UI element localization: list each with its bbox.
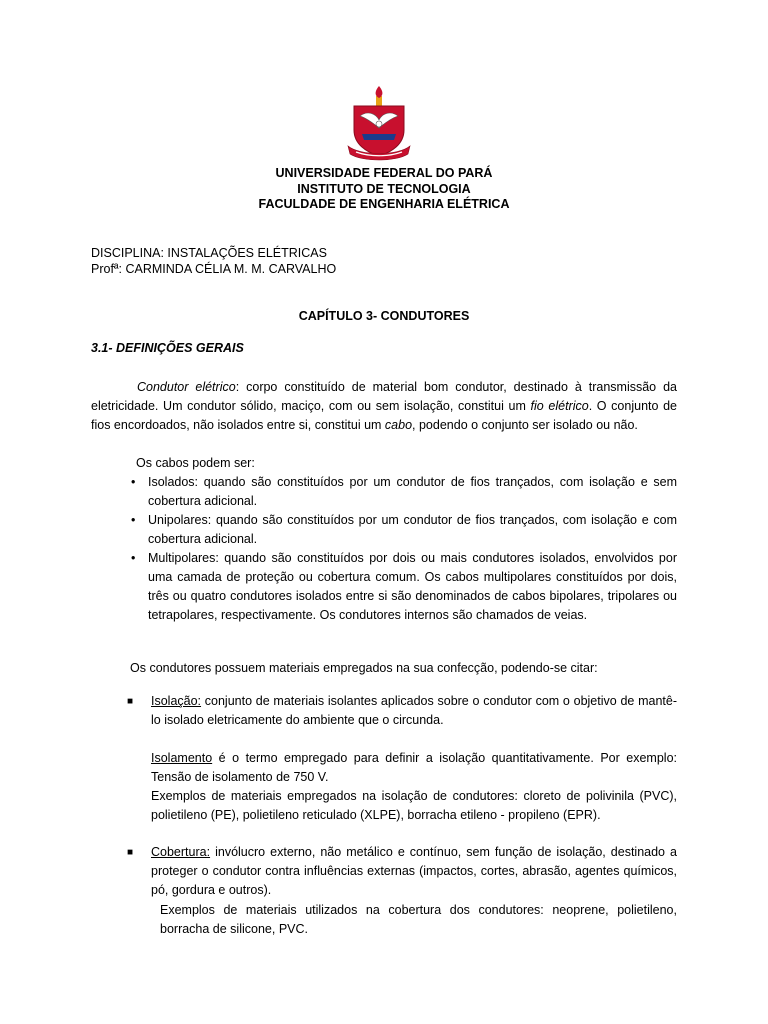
intro-term-2: fio elétrico [530,399,589,413]
intro-paragraph [91,378,677,435]
square-bullet-icon: ■ [127,847,134,858]
section-title: 3.1- DEFINIÇÕES GERAIS [91,341,244,355]
course-info [91,245,336,277]
bullet-icon: • [131,551,136,565]
cobertura-text: invólucro externo, não metálico e contínuo, sem função de isolação, destinado a proteger o condutor contra influências externas (impactos, cortes, abrasão, agentes químicos, pó, gordura e outros). [151,845,677,897]
university-name: UNIVERSIDADE FEDERAL DO PARÁ [275,166,493,180]
list-item: • Unipolares: quando são constituídos por um condutor de fios trançados, com isolação e com cobertura adicional. [131,513,677,546]
institute-name: INSTITUTO DE TECNOLOGIA [297,181,471,196]
intro-text-1: : corpo constituído de material bom condutor, destinado à transmissão da eletricidade. Um condutor sólido, maciço, com ou sem isolação, constitui um [91,380,677,413]
intro-term: Condutor elétrico [137,380,236,394]
list-item: • Isolados: quando são constituídos por um condutor de fios trançados, com isolação e sem cobertura adicional. [131,475,677,508]
isolamento-term: Isolamento [151,751,213,765]
cobertura-item [91,843,677,900]
materials-intro: Os condutores possuem materiais empregados na sua confecção, podendo-se citar: [130,661,598,675]
isolacao-term: Isolação: [151,694,202,708]
bullet-icon: • [131,475,136,489]
ufpa-logo [346,86,412,166]
cable-types-list [91,473,677,625]
shield-band [362,134,396,140]
isolacao-item [91,692,677,730]
cables-intro: Os cabos podem ser: [136,456,255,470]
isolacao-examples: Exemplos de materiais empregados na isolação de condutores: cloreto de polivinila (PVC), polietileno (PE), polietileno reticulado (XLPE), borracha etileno - propileno (EPR). [151,789,677,822]
square-bullet-icon: ■ [127,696,134,707]
chapter-title: CAPÍTULO 3- CONDUTORES [298,309,470,323]
bullet-icon: • [131,513,136,527]
intro-term-3: cabo [384,418,413,432]
intro-text-2: . O conjunto de fios encordoados, não isolados entre si, constitui um [91,399,677,432]
discipline-line: DISCIPLINA: INSTALAÇÕES ELÉTRICAS [91,246,327,260]
list-item: • Multipolares: quando são constituídos por dois ou mais condutores isolados, envolvidos por uma camada de proteção ou cobertura comum. Os cabos multipolares constituídos por dois, três ou quatro condutores isolados entre si são denominados de cabos bipolares, tripolares ou tetrapolares, respectivamente. Os condutores internos são chamados de veias. [131,551,677,622]
eagle-head [376,121,382,127]
institution-header [0,166,768,213]
intro-text-3: , podendo o conjunto ser isolado ou não. [412,418,638,432]
cobertura-term: Cobertura: [151,845,211,859]
faculty-name: FACULDADE DE ENGENHARIA ELÉTRICA [258,197,510,211]
isolacao-text: conjunto de materiais isolantes aplicados sobre o condutor com o objetivo de mantê-lo isolado eletricamente do ambiente que o circunda. [151,694,677,727]
isolamento-block [151,749,677,825]
professor-line: Profª: CARMINDA CÉLIA M. M. CARVALHO [91,262,337,276]
shield-shape [354,106,404,156]
isolamento-text: é o termo empregado para definir a isolação quantitativamente. Por exemplo: Tensão de isolamento de 750 V. [151,751,677,784]
cobertura-examples: Exemplos de materiais utilizados na cobertura dos condutores: neoprene, polietileno, borracha de silicone, PVC. [160,903,677,936]
